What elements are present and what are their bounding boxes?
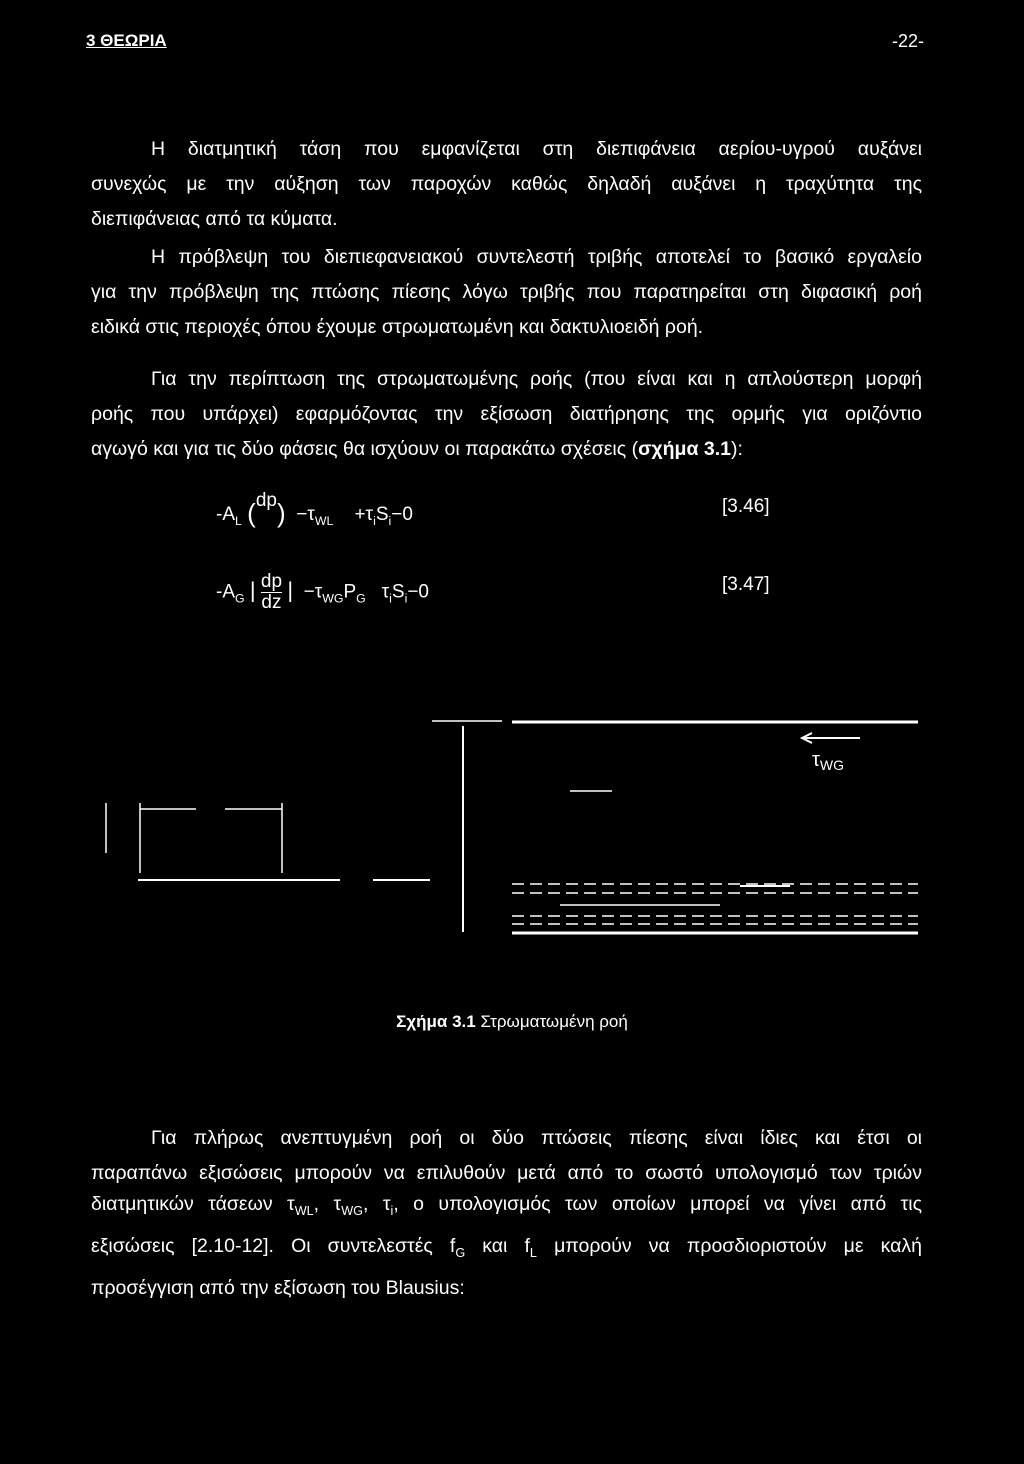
text-line: παραπάνω εξισώσεις μπορούν να επιλυθούν μετά από το σωστό υπολογισμό των τριών bbox=[91, 1162, 922, 1184]
figure-lines bbox=[106, 721, 918, 933]
text-line: Η διατμητική τάση που εμφανίζεται στη διεπιφάνεια αερίου-υγρού αυξάνει bbox=[151, 138, 922, 160]
eq-sub: i bbox=[373, 513, 376, 528]
sub: WL bbox=[294, 1203, 314, 1218]
caption-label: Σχήμα 3.1 bbox=[396, 1012, 476, 1031]
text-segment: , τ bbox=[313, 1193, 342, 1215]
eq-fraction bbox=[261, 572, 282, 613]
eq-term: −τ bbox=[296, 504, 315, 525]
eq-lhs: -A bbox=[216, 581, 235, 603]
eq-rhs: −0 bbox=[391, 504, 413, 525]
eq-frac-top: dp bbox=[255, 490, 277, 511]
eq-term: S bbox=[391, 581, 405, 603]
figure-caption bbox=[0, 1012, 1024, 1032]
equation-number: [3.47] bbox=[722, 574, 770, 595]
text-line: προσέγγιση από την εξίσωση του Blausius: bbox=[91, 1276, 465, 1299]
text-segment: και f bbox=[465, 1234, 530, 1257]
tau-wg-label: $\tau_{WG}$ bbox=[812, 749, 845, 773]
text-line bbox=[91, 432, 922, 467]
sub: i bbox=[390, 1203, 394, 1218]
eq-lhs: -A bbox=[216, 504, 235, 525]
sub: L bbox=[529, 1245, 537, 1260]
text-segment: διατμητικών τάσεων τ bbox=[91, 1193, 295, 1215]
eq-term: τ bbox=[381, 581, 390, 603]
eq-sub: WG bbox=[322, 591, 344, 606]
text-line: ροής που υπάρχει) εφαρμόζοντας την εξίσωση διατήρησης της ορμής για οριζόντιο bbox=[91, 403, 922, 425]
figure-reference: σχήμα 3.1 bbox=[638, 438, 731, 460]
text-segment: , τ bbox=[363, 1193, 391, 1215]
sub: WG bbox=[341, 1203, 363, 1218]
text-line bbox=[91, 1229, 922, 1271]
equation-number: [3.46] bbox=[722, 496, 770, 517]
eq-term: +τ bbox=[354, 504, 374, 525]
eq-term: P bbox=[343, 581, 357, 603]
text-line: διεπιφάνειας από τα κύματα. bbox=[91, 208, 338, 230]
text-line bbox=[91, 1187, 922, 1229]
eq-rhs: −0 bbox=[407, 581, 429, 603]
equation-3-46: $-A_L$ $(dp) -\tau_{WL}$ $+\tau_iS_i-0$ bbox=[216, 490, 413, 528]
eq-sub: G bbox=[235, 591, 245, 606]
stratified-flow-figure bbox=[0, 700, 1024, 1000]
page-number: -22- bbox=[891, 31, 924, 51]
eq-sub: G bbox=[356, 591, 366, 606]
text-segment: ): bbox=[731, 438, 743, 460]
eq-frac-bottom: dz bbox=[261, 592, 282, 613]
paragraph-4 bbox=[91, 1121, 922, 1191]
eq-sub: i bbox=[388, 513, 392, 528]
eq-sub: WL bbox=[314, 513, 334, 528]
eq-sub: i bbox=[404, 591, 408, 606]
text-line: Η πρόβλεψη του διεπιεφανειακού συντελεστή τριβής αποτελεί το βασικό εργαλείο bbox=[151, 246, 922, 268]
eq-frac-top: dp bbox=[260, 571, 283, 592]
section-header: 3 ΘΕΩΡΙΑ bbox=[86, 31, 167, 50]
paragraph-1 bbox=[91, 132, 922, 237]
eq-sub: L bbox=[235, 513, 242, 528]
eq-term: −τ bbox=[303, 581, 323, 603]
text-line: Για πλήρως ανεπτυγμένη ροή οι δύο πτώσεις πίεσης είναι ίδιες και έτσι οι bbox=[151, 1127, 922, 1149]
text-segment: αγωγό και για τις δύο φάσεις θα ισχύουν οι παρακάτω σχέσεις ( bbox=[91, 438, 639, 460]
caption-text: Στρωματωμένη ροή bbox=[475, 1012, 628, 1031]
text-line: συνεχώς με την αύξηση των παροχών καθώς δηλαδή αυξάνει η τραχύτητα της bbox=[91, 173, 922, 195]
text-segment: μπορούν να προσδιοριστούν με καλή bbox=[536, 1234, 923, 1257]
sub: G bbox=[455, 1245, 466, 1260]
text-segment: εξισώσεις [2.10-12]. Οι συντελεστές f bbox=[91, 1234, 456, 1257]
paragraph-5 bbox=[91, 1187, 922, 1306]
paragraph-2 bbox=[91, 240, 922, 345]
text-line: για την πρόβλεψη της πτώσης πίεσης λόγω τριβής που παρατηρείται στη διφασική ροή bbox=[91, 281, 922, 303]
eq-term: S bbox=[375, 504, 389, 525]
text-line: Για την περίπτωση της στρωματωμένης ροής (που είναι και η απλούστερη μορφή bbox=[151, 368, 922, 390]
paragraph-3 bbox=[91, 362, 922, 467]
equation-3-47: $-A_G$ | $\frac{dp}{dz}$ | $-\tau_{WG}P_G$ $\tau_iS_i-0$ bbox=[216, 571, 429, 613]
text-line: ειδικά στις περιοχές όπου έχουμε στρωματωμένη και δακτυλιοειδή ροή. bbox=[91, 316, 704, 338]
eq-sub: i bbox=[389, 591, 392, 606]
text-segment: , ο υπολογισμός των οποίων μπορεί να γίνει από τις bbox=[393, 1193, 922, 1215]
